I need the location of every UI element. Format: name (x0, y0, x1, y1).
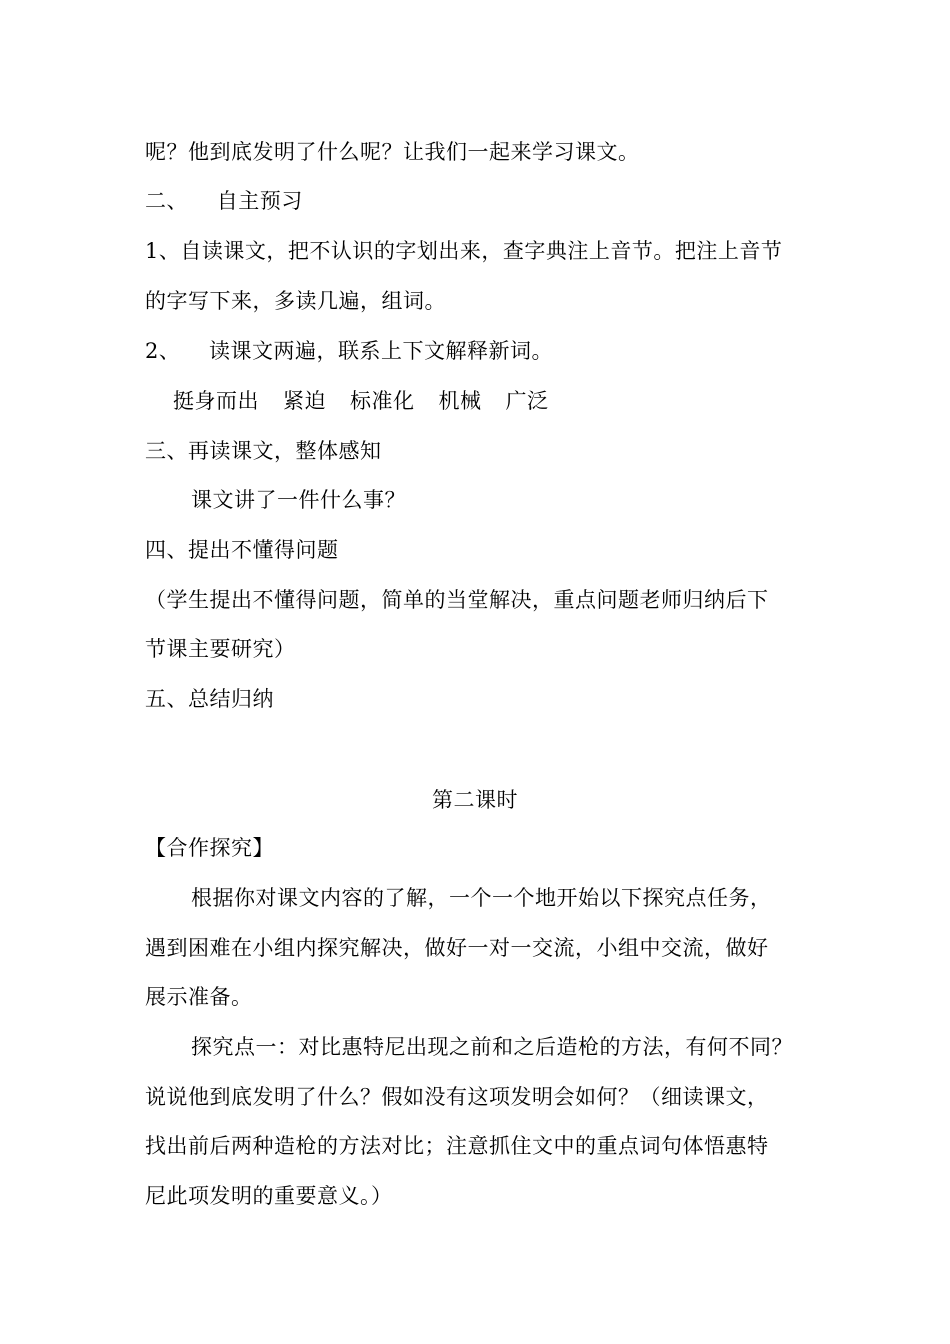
paragraph-line: 展示准备。 (145, 985, 253, 1009)
text-line: 节课主要研究） (145, 637, 296, 661)
paragraph-line: 根据你对课文内容的了解，一个一个地开始以下探究点任务， (191, 886, 772, 910)
section-heading-summary: 五、总结归纳 (145, 687, 274, 711)
text-line: 2、 读课文两遍，联系上下文解释新词。 (145, 339, 554, 363)
section-heading-overall: 三、再读课文，整体感知 (145, 439, 382, 463)
vocab-item: 机械 (438, 389, 482, 413)
vocab-item: 标准化 (350, 389, 415, 413)
lesson-title: 第二课时 (432, 788, 518, 812)
text-line: （学生提出不懂得问题，简单的当堂解决，重点问题老师归纳后下 (145, 588, 769, 612)
vocab-item: 广泛 (505, 389, 549, 413)
vocab-item: 紧迫 (283, 389, 326, 413)
section-heading-preview: 二、 自主预习 (145, 189, 303, 213)
cooperative-heading: 【合作探究】 (145, 836, 274, 860)
paragraph-line: 遇到困难在小组内探究解决，做好一对一交流，小组中交流，做好 (145, 936, 769, 960)
text-line: 的字写下来，多读几遍，组词。 (145, 289, 446, 313)
paragraph-line: 说说他到底发明了什么？假如没有这项发明会如何？（细读课文， (145, 1085, 769, 1109)
vocab-list (173, 388, 573, 414)
vocab-item: 挺身而出 (173, 389, 259, 413)
text-line: 1、自读课文，把不认识的字划出来，查字典注上音节。把注上音节 (145, 239, 783, 263)
paragraph-line: 找出前后两种造枪的方法对比；注意抓住文中的重点词句体悟惠特 (145, 1134, 769, 1158)
text-line: 呢？他到底发明了什么呢？让我们一起来学习课文。 (145, 140, 640, 164)
paragraph-line: 尼此项发明的重要意义。） (145, 1184, 393, 1208)
section-heading-questions: 四、提出不懂得问题 (145, 538, 339, 562)
paragraph-line: 探究点一：对比惠特尼出现之前和之后造枪的方法，有何不同？ (191, 1035, 793, 1059)
text-line: 课文讲了一件什么事？ (191, 488, 406, 512)
